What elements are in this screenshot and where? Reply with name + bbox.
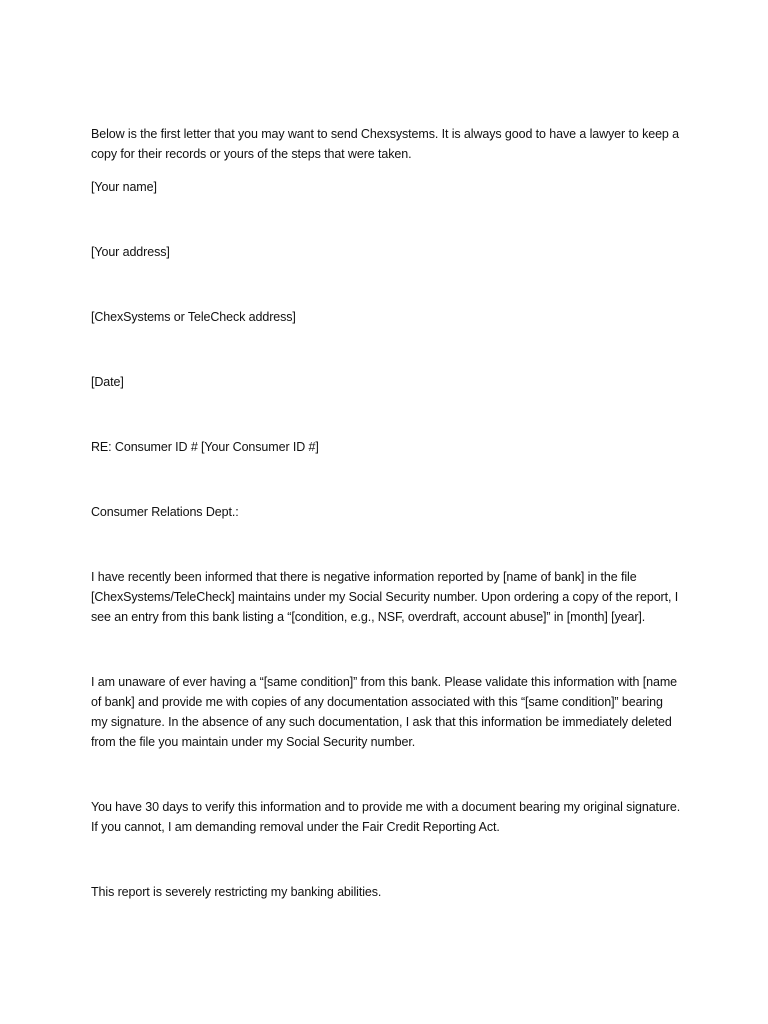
- intro-paragraph: Below is the first letter that you may want to send Chexsystems. It is always good to have a lawyer to keep a copy for their records or yours of the steps that were taken.: [91, 127, 679, 161]
- letter-paragraph-2: I am unaware of ever having a “[same condition]” from this bank. Please validate this information with [name of bank] and provide me with copies of any documentation associated with this “[same condition]” bearing my signature. In the absence of any such documentation, I ask that this information be immediately deleted from the file you maintain under my Social Security number.: [91, 675, 678, 749]
- sender-address-placeholder: [Your address]: [91, 245, 170, 259]
- letter-paragraph-3: You have 30 days to verify this information and to provide me with a document bearing my original signature. If you cannot, I am demanding removal under the Fair Credit Reporting Act.: [91, 800, 681, 834]
- letter-body: [91, 124, 681, 902]
- sender-name-placeholder: [Your name]: [91, 180, 157, 194]
- letter-paragraph-1: I have recently been informed that there is negative information reported by [name of bank] in the file [ChexSystems/TeleCheck] maintains under my Social Security number. Upon ordering a copy of the report, I see an entry from this bank listing a “[condition, e.g., NSF, overdraft, account abuse]” in [month] [year].: [91, 570, 679, 624]
- letter-paragraph-4: This report is severely restricting my banking abilities.: [91, 885, 382, 899]
- reference-line: RE: Consumer ID # [Your Consumer ID #]: [91, 440, 319, 454]
- recipient-address-placeholder: [ChexSystems or TeleCheck address]: [91, 310, 296, 324]
- date-placeholder: [Date]: [91, 375, 124, 389]
- salutation: Consumer Relations Dept.:: [91, 505, 239, 519]
